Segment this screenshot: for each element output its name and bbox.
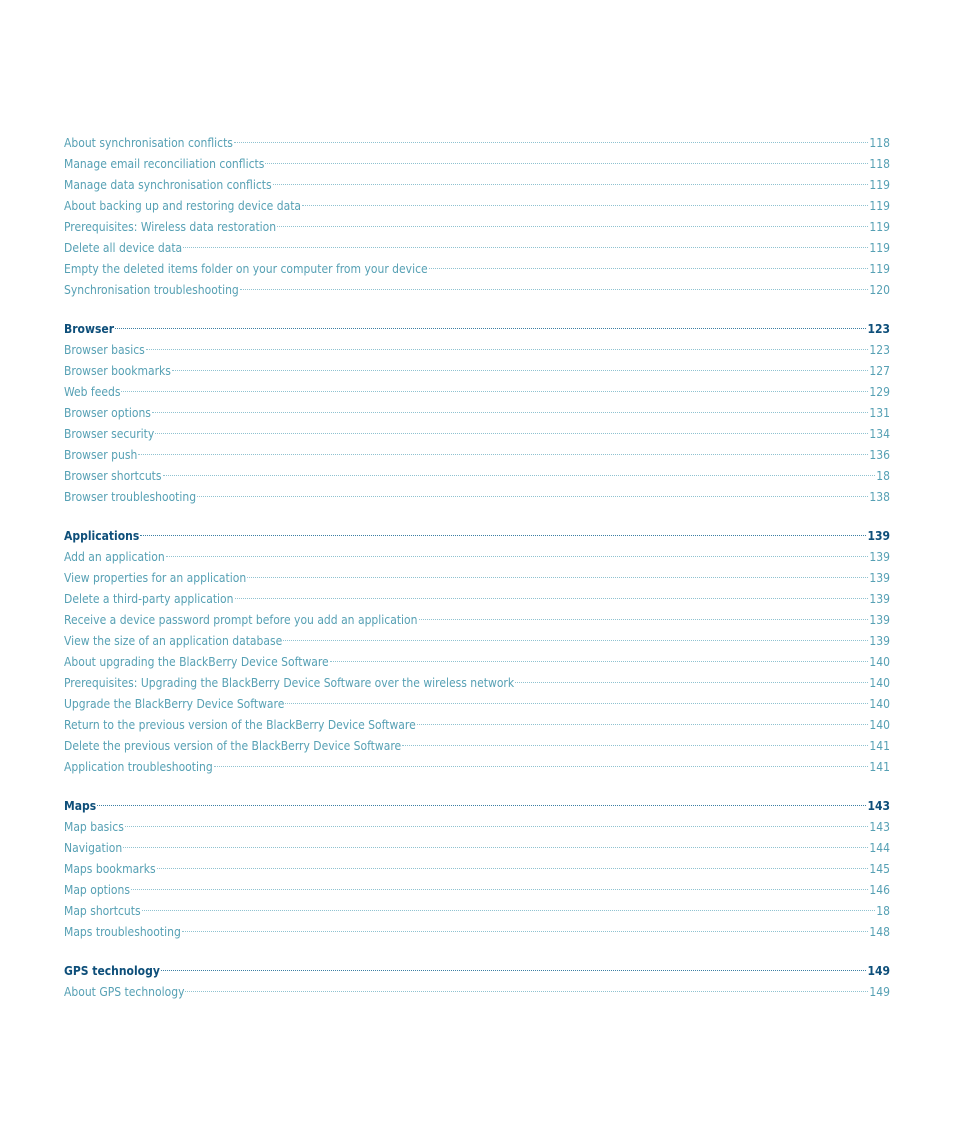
toc-entry[interactable] [64,196,890,217]
toc-entry-page-number: 139 [869,550,890,564]
toc-entry-page-number: 149 [869,985,890,999]
toc-entry-title: Browser push [64,448,138,462]
toc-entry[interactable] [64,259,890,280]
dot-leader [234,142,868,143]
dot-leader [97,805,866,806]
toc-entry-title: Add an application [64,550,165,564]
toc-entry-title: Application troubleshooting [64,760,213,774]
toc-entry-title: Maps [64,799,97,813]
toc-entry-page-number: 136 [869,448,890,462]
toc-entry-page-number: 18 [876,469,890,483]
toc-entry[interactable] [64,880,890,901]
dot-leader [273,184,869,185]
toc-entry-page-number: 140 [869,718,890,732]
dot-leader [277,226,868,227]
toc-entry-title: Browser [64,322,115,336]
toc-entry-title: Prerequisites: Wireless data restoration [64,220,277,234]
toc-entry[interactable] [64,403,890,424]
toc-entry-page-number: 139 [869,571,890,585]
dot-leader [302,205,868,206]
toc-entry[interactable] [64,757,890,778]
toc-entry[interactable] [64,982,890,1003]
toc-entry-title: Applications [64,529,140,543]
toc-entry[interactable] [64,589,890,610]
toc-entry-title: Browser bookmarks [64,364,171,378]
toc-entry-title: Synchronisation troubleshooting [64,283,239,297]
toc-entry-title: About synchronisation conflicts [64,136,233,150]
toc-entry[interactable] [64,859,890,880]
toc-entry[interactable] [64,736,890,757]
dot-leader [166,556,869,557]
dot-leader [115,328,866,329]
toc-entry[interactable] [64,361,890,382]
toc-entry[interactable] [64,445,890,466]
dot-leader [131,889,868,890]
toc-entry-title: Return to the previous version of the BlackBerry Device Software [64,718,416,732]
toc-entry-title: Browser basics [64,343,145,357]
toc-entry-page-number: 145 [869,862,890,876]
toc-entry-title: About backing up and restoring device data [64,199,302,213]
dot-leader [283,640,868,641]
dot-leader [240,289,869,290]
toc-entry-title: Map shortcuts [64,904,141,918]
dot-leader [142,910,876,911]
toc-entry-title: Browser troubleshooting [64,490,197,504]
toc-entry-title: Map basics [64,820,124,834]
toc-entry-title: About GPS technology [64,985,185,999]
toc-entry-page-number: 148 [869,925,890,939]
dot-leader [161,970,867,971]
toc-entry-page-number: 129 [869,385,890,399]
toc-entry[interactable] [64,715,890,736]
toc-entry-page-number: 140 [869,676,890,690]
toc-entry[interactable] [64,280,890,301]
toc-entry[interactable] [64,817,890,838]
toc-entry-page-number: 146 [869,883,890,897]
toc-entry-title: Map options [64,883,130,897]
dot-leader [140,535,866,536]
dot-leader [235,598,869,599]
dot-leader [197,496,868,497]
toc-entry[interactable] [64,238,890,259]
toc-entry-page-number: 120 [869,283,890,297]
dot-leader [123,847,868,848]
toc-entry-page-number: 134 [869,427,890,441]
toc-entry-title: Browser security [64,427,155,441]
toc-entry-title: Empty the deleted items folder on your computer from your device [64,262,428,276]
toc-entry[interactable] [64,424,890,445]
toc-entry[interactable] [64,487,890,508]
toc-entry-page-number: 123 [867,322,890,336]
dot-leader [330,661,869,662]
dot-leader [157,868,869,869]
toc-entry-page-number: 140 [869,655,890,669]
toc-entry-title: View the size of an application database [64,634,283,648]
toc-entry-page-number: 18 [876,904,890,918]
toc-entry-page-number: 119 [869,220,890,234]
toc-entry-page-number: 143 [869,820,890,834]
dot-leader [247,577,868,578]
toc-entry-title: Navigation [64,841,123,855]
toc-entry-page-number: 119 [869,262,890,276]
toc-entry[interactable] [64,466,890,487]
dot-leader [417,724,869,725]
toc-chapter-heading[interactable] [64,319,890,340]
toc-entry[interactable] [64,133,890,154]
toc-entry-title: About upgrading the BlackBerry Device Software [64,655,329,669]
dot-leader [146,349,869,350]
toc-entry-page-number: 143 [867,799,890,813]
table-of-contents [64,133,890,1003]
toc-entry-title: GPS technology [64,964,160,978]
toc-entry-page-number: 139 [867,529,890,543]
toc-entry-page-number: 141 [869,760,890,774]
toc-entry[interactable] [64,154,890,175]
dot-leader [172,370,868,371]
toc-entry[interactable] [64,340,890,361]
toc-chapter-heading[interactable] [64,526,890,547]
toc-entry-title: Upgrade the BlackBerry Device Software [64,697,285,711]
toc-entry[interactable] [64,694,890,715]
dot-leader [121,391,868,392]
toc-entry-title: Maps troubleshooting [64,925,181,939]
toc-chapter-heading[interactable] [64,961,890,982]
toc-entry-page-number: 149 [867,964,890,978]
toc-entry-title: Delete a third-party application [64,592,234,606]
dot-leader [163,475,876,476]
dot-leader [183,247,868,248]
toc-entry[interactable] [64,631,890,652]
toc-entry-title: Web feeds [64,385,121,399]
toc-entry-page-number: 141 [869,739,890,753]
dot-leader [285,703,868,704]
toc-entry-page-number: 131 [869,406,890,420]
toc-entry-title: Browser options [64,406,151,420]
dot-leader [152,412,868,413]
dot-leader [429,268,869,269]
toc-entry-title: Delete the previous version of the BlackBerry Device Software [64,739,402,753]
toc-entry-page-number: 144 [869,841,890,855]
toc-entry[interactable] [64,547,890,568]
toc-entry[interactable] [64,838,890,859]
dot-leader [265,163,868,164]
toc-entry[interactable] [64,382,890,403]
toc-entry[interactable] [64,922,890,943]
toc-entry[interactable] [64,568,890,589]
toc-entry-page-number: 140 [869,697,890,711]
dot-leader [125,826,869,827]
toc-entry-page-number: 119 [869,178,890,192]
toc-entry-title: View properties for an application [64,571,247,585]
dot-leader [419,619,869,620]
toc-entry-title: Delete all device data [64,241,183,255]
toc-entry-title: Manage email reconciliation conflicts [64,157,265,171]
toc-entry-page-number: 118 [869,157,890,171]
toc-entry[interactable] [64,901,890,922]
toc-entry-page-number: 118 [869,136,890,150]
dot-leader [138,454,868,455]
dot-leader [515,682,868,683]
toc-entry-title: Receive a device password prompt before you add an application [64,613,418,627]
toc-entry-title: Manage data synchronisation conflicts [64,178,272,192]
toc-entry[interactable] [64,652,890,673]
toc-entry[interactable] [64,175,890,196]
toc-entry-page-number: 139 [869,592,890,606]
dot-leader [182,931,869,932]
toc-entry[interactable] [64,217,890,238]
toc-entry-page-number: 119 [869,199,890,213]
toc-entry[interactable] [64,610,890,631]
dot-leader [185,991,868,992]
dot-leader [155,433,868,434]
dot-leader [214,766,869,767]
toc-entry-page-number: 119 [869,241,890,255]
toc-entry-page-number: 127 [869,364,890,378]
toc-entry-title: Maps bookmarks [64,862,156,876]
toc-entry-page-number: 139 [869,634,890,648]
toc-entry-page-number: 123 [869,343,890,357]
toc-entry-title: Prerequisites: Upgrading the BlackBerry Device Software over the wireless network [64,676,515,690]
toc-entry-page-number: 139 [869,613,890,627]
toc-entry-page-number: 138 [869,490,890,504]
toc-chapter-heading[interactable] [64,796,890,817]
toc-entry-title: Browser shortcuts [64,469,162,483]
dot-leader [402,745,868,746]
toc-entry[interactable] [64,673,890,694]
